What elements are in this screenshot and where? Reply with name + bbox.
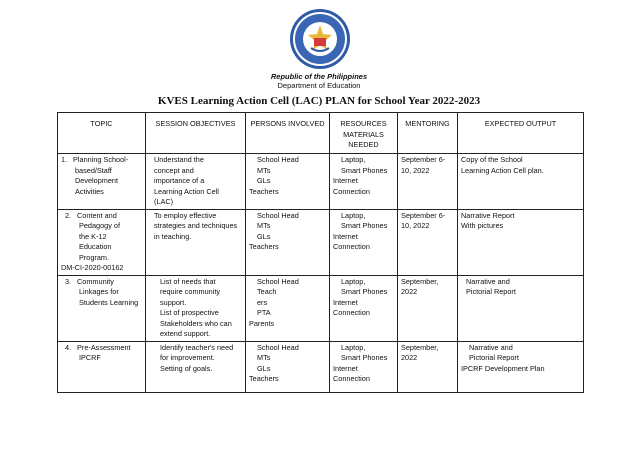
objectives-cell: Identify teacher's need for improvement. Setting of goals.: [146, 341, 246, 392]
resources-cell: Laptop, Smart Phones Internet Connection: [330, 275, 398, 341]
persons-cell: School Head MTs GLs Teachers: [246, 341, 330, 392]
persons-cell: School Head MTs GLs Teachers: [246, 154, 330, 210]
table-row: [58, 209, 584, 275]
resources-cell: Laptop, Smart Phones Internet Connection: [330, 341, 398, 392]
mentoring-cell: September 6- 10, 2022: [398, 154, 458, 210]
expected-output-cell: Narrative and Pictorial Report IPCRF Development Plan: [458, 341, 584, 392]
mentoring-cell: September, 2022: [398, 275, 458, 341]
table-header-row: [58, 113, 584, 154]
resources-cell: Laptop, Smart Phones Internet Connection: [330, 209, 398, 275]
mentoring-cell: September, 2022: [398, 341, 458, 392]
resources-cell: Laptop, Smart Phones Internet Connection: [330, 154, 398, 210]
expected-output-cell: Copy of the School Learning Action Cell plan.: [458, 154, 584, 210]
topic-cell: 1. Planning School- based/Staff Development Activities: [58, 154, 146, 210]
objectives-cell: List of needs that require community support. List of prospective Stakeholders who can extend support.: [146, 275, 246, 341]
persons-cell: School Head Teach ers PTA Parents: [246, 275, 330, 341]
column-header-session-objectives: SESSION OBJECTIVES: [146, 113, 246, 154]
column-header-mentoring: MENTORING: [398, 113, 458, 154]
column-header-expected-output: EXPECTED OUTPUT: [458, 113, 584, 154]
deped-seal-logo: [289, 8, 351, 70]
table-row: [58, 275, 584, 341]
department-line: Department of Education: [277, 81, 361, 90]
topic-cell: 4. Pre-Assessment IPCRF: [58, 341, 146, 392]
objectives-cell: To employ effective strategies and techniques in teaching.: [146, 209, 246, 275]
mentoring-cell: September 6- 10, 2022: [398, 209, 458, 275]
expected-output-cell: Narrative Report With pictures: [458, 209, 584, 275]
table-row: [58, 154, 584, 210]
column-header-resources: RESOURCES MATERIALS NEEDED: [330, 113, 398, 154]
lac-plan-table: [57, 112, 584, 393]
column-header-persons-involved: PERSONS INVOLVED: [246, 113, 330, 154]
document-title: KVES Learning Action Cell (LAC) PLAN for School Year 2022-2023: [157, 95, 481, 107]
expected-output-cell: Narrative and Pictorial Report: [458, 275, 584, 341]
objectives-cell: Understand the concept and importance of a Learning Action Cell (LAC): [146, 154, 246, 210]
persons-cell: School Head MTs GLs Teachers: [246, 209, 330, 275]
column-header-topic: TOPIC: [58, 113, 146, 154]
table-row: [58, 341, 584, 392]
topic-cell: 2. Content and Pedagogy of the K-12 Education Program. DM-CI-2020-00162: [58, 209, 146, 275]
republic-line: Republic of the Philippines: [270, 72, 368, 81]
topic-cell: 3. Community Linkages for Students Learning: [58, 275, 146, 341]
